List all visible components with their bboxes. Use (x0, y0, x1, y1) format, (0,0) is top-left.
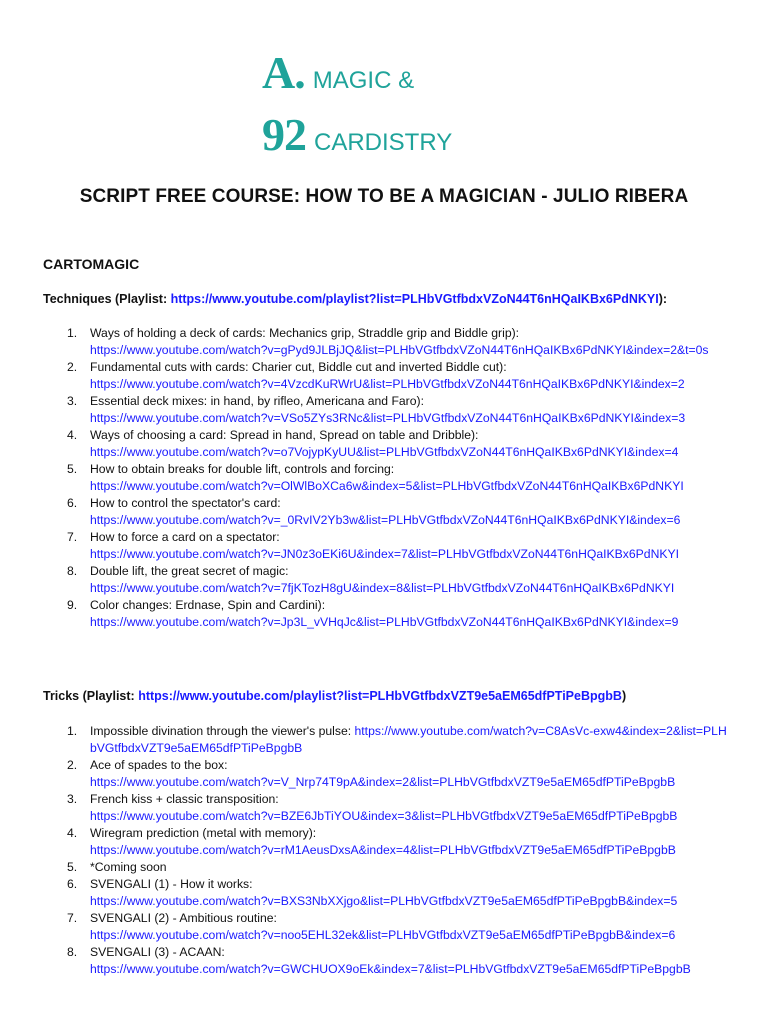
video-link[interactable]: https://www.youtube.com/watch?v=VSo5ZYs3RNc&list=PLHbVGtfbdxVZoN44T6nHQaIKBx6PdNKYI&index=3 (90, 411, 686, 425)
list-item (0, 529, 730, 563)
item-number: 6. (67, 877, 78, 891)
item-number: 2. (67, 758, 78, 772)
item-number: 9. (67, 598, 78, 612)
list-item (0, 393, 730, 427)
item-number: 8. (67, 564, 78, 578)
item-number: 5. (67, 860, 78, 874)
list-item (0, 325, 730, 359)
brand-logo (262, 47, 522, 170)
item-text: Essential deck mixes: in hand, by rifleo, Americana and Faro): (90, 394, 424, 408)
techniques-heading (43, 292, 667, 306)
list-item (0, 757, 730, 791)
item-text: Wiregram prediction (metal with memory): (90, 826, 317, 840)
logo-number: 92 (262, 109, 306, 160)
list-item (0, 359, 730, 393)
item-number: 7. (67, 530, 78, 544)
item-text: Fundamental cuts with cards: Charier cut, Biddle cut and inverted Biddle cut): (90, 360, 507, 374)
video-link[interactable]: https://www.youtube.com/watch?v=4VzcdKuRWrU&list=PLHbVGtfbdxVZoN44T6nHQaIKBx6PdNKYI&index=2 (90, 377, 685, 391)
item-text: How to force a card on a spectator: (90, 530, 280, 544)
video-link[interactable]: https://www.youtube.com/watch?v=C8AsVc-exw4&index=2&list=PLHbVGtfbdxVZT9e5aEM65dfPTiPeBpgbB (90, 724, 727, 755)
item-text: How to obtain breaks for double lift, controls and forcing: (90, 462, 395, 476)
tricks-heading (43, 689, 626, 703)
item-text: Impossible divination through the viewer's pulse: (90, 724, 355, 738)
list-item (0, 723, 730, 757)
video-link[interactable]: https://www.youtube.com/watch?v=o7VojypKyUU&list=PLHbVGtfbdxVZoN44T6nHQaIKBx6PdNKYI&index=4 (90, 445, 679, 459)
item-number: 4. (67, 428, 78, 442)
item-text: Ways of holding a deck of cards: Mechanics grip, Straddle grip and Biddle grip): (90, 326, 520, 340)
tricks-label: Tricks (Playlist: (43, 689, 139, 703)
item-text: SVENGALI (3) - ACAAN: (90, 945, 225, 959)
tricks-close: ) (621, 689, 627, 703)
item-text: Color changes: Erdnase, Spin and Cardini): (90, 598, 326, 612)
item-text: Ways of choosing a card: Spread in hand, Spread on table and Dribble): (90, 428, 479, 442)
list-item (0, 944, 730, 978)
video-link[interactable]: https://www.youtube.com/watch?v=BXS3NbXXjgo&list=PLHbVGtfbdxVZT9e5aEM65dfPTiPeBpgbB&index=5 (90, 894, 678, 908)
item-text: French kiss + classic transposition: (90, 792, 279, 806)
list-item (0, 597, 730, 631)
techniques-playlist-link[interactable]: https://www.youtube.com/playlist?list=PLHbVGtfbdxVZoN44T6nHQaIKBx6PdNKYI (170, 292, 659, 306)
video-link[interactable]: https://www.youtube.com/watch?v=JN0z3oEKi6U&index=7&list=PLHbVGtfbdxVZoN44T6nHQaIKBx6PdNKYI (90, 547, 680, 561)
video-link[interactable]: https://www.youtube.com/watch?v=GWCHUOX9oEk&index=7&list=PLHbVGtfbdxVZT9e5aEM65dfPTiPeBpgbB (90, 962, 691, 976)
techniques-list (0, 325, 730, 631)
item-text: Double lift, the great secret of magic: (90, 564, 289, 578)
video-link[interactable]: https://www.youtube.com/watch?v=_0RvIV2Yb3w&list=PLHbVGtfbdxVZoN44T6nHQaIKBx6PdNKYI&index=6 (90, 513, 681, 527)
item-number: 3. (67, 394, 78, 408)
list-item (0, 859, 730, 876)
techniques-label: Techniques (Playlist: (43, 292, 171, 306)
list-item (0, 563, 730, 597)
video-link[interactable]: https://www.youtube.com/watch?v=rM1AeusDxsA&index=4&list=PLHbVGtfbdxVZT9e5aEM65dfPTiPeBpgbB (90, 843, 676, 857)
section-heading: CARTOMAGIC (43, 256, 140, 272)
logo-word-magic: MAGIC & (312, 67, 415, 94)
document-title: SCRIPT FREE COURSE: HOW TO BE A MAGICIAN - JULIO RIBERA (79, 186, 689, 207)
list-item (0, 825, 730, 859)
item-number: 3. (67, 792, 78, 806)
video-link[interactable]: https://www.youtube.com/watch?v=gPyd9JLBjJQ&list=PLHbVGtfbdxVZoN44T6nHQaIKBx6PdNKYI&index=2&t=0s (90, 343, 709, 357)
item-number: 1. (67, 326, 78, 340)
techniques-close: ): (658, 292, 668, 306)
video-link[interactable]: https://www.youtube.com/watch?v=BZE6JbTiYOU&index=3&list=PLHbVGtfbdxVZT9e5aEM65dfPTiPeBpgbB (90, 809, 678, 823)
list-item (0, 495, 730, 529)
item-number: 2. (67, 360, 78, 374)
video-link[interactable]: https://www.youtube.com/watch?v=OlWlBoXCa6w&index=5&list=PLHbVGtfbdxVZoN44T6nHQaIKBx6PdNKYI (90, 479, 684, 493)
logo-letter: A. (262, 47, 305, 98)
list-item (0, 427, 730, 461)
tricks-playlist-link[interactable]: https://www.youtube.com/playlist?list=PLHbVGtfbdxVZT9e5aEM65dfPTiPeBpgbB (138, 689, 622, 703)
item-text: SVENGALI (1) - How it works: (90, 877, 253, 891)
logo-word-cardistry: CARDISTRY (314, 129, 453, 156)
video-link[interactable]: https://www.youtube.com/watch?v=noo5EHL32ek&list=PLHbVGtfbdxVZT9e5aEM65dfPTiPeBpgbB&index=6 (90, 928, 676, 942)
item-text: *Coming soon (90, 860, 167, 874)
item-number: 7. (67, 911, 78, 925)
list-item (0, 791, 730, 825)
video-link[interactable]: https://www.youtube.com/watch?v=7fjKTozH8gU&index=8&list=PLHbVGtfbdxVZoN44T6nHQaIKBx6PdNKYI (90, 581, 675, 595)
video-link[interactable]: https://www.youtube.com/watch?v=V_Nrp74T9pA&index=2&list=PLHbVGtfbdxVZT9e5aEM65dfPTiPeBpgbB (90, 775, 676, 789)
item-text: Ace of spades to the box: (90, 758, 228, 772)
list-item (0, 461, 730, 495)
item-number: 5. (67, 462, 78, 476)
list-item (0, 876, 730, 910)
item-text: SVENGALI (2) - Ambitious routine: (90, 911, 277, 925)
tricks-list (0, 723, 730, 978)
item-text: How to control the spectator's card: (90, 496, 281, 510)
item-number: 1. (67, 724, 78, 738)
item-number: 4. (67, 826, 78, 840)
item-number: 6. (67, 496, 78, 510)
item-number: 8. (67, 945, 78, 959)
list-item (0, 910, 730, 944)
video-link[interactable]: https://www.youtube.com/watch?v=Jp3L_vVHqJc&list=PLHbVGtfbdxVZoN44T6nHQaIKBx6PdNKYI&index=9 (90, 615, 679, 629)
